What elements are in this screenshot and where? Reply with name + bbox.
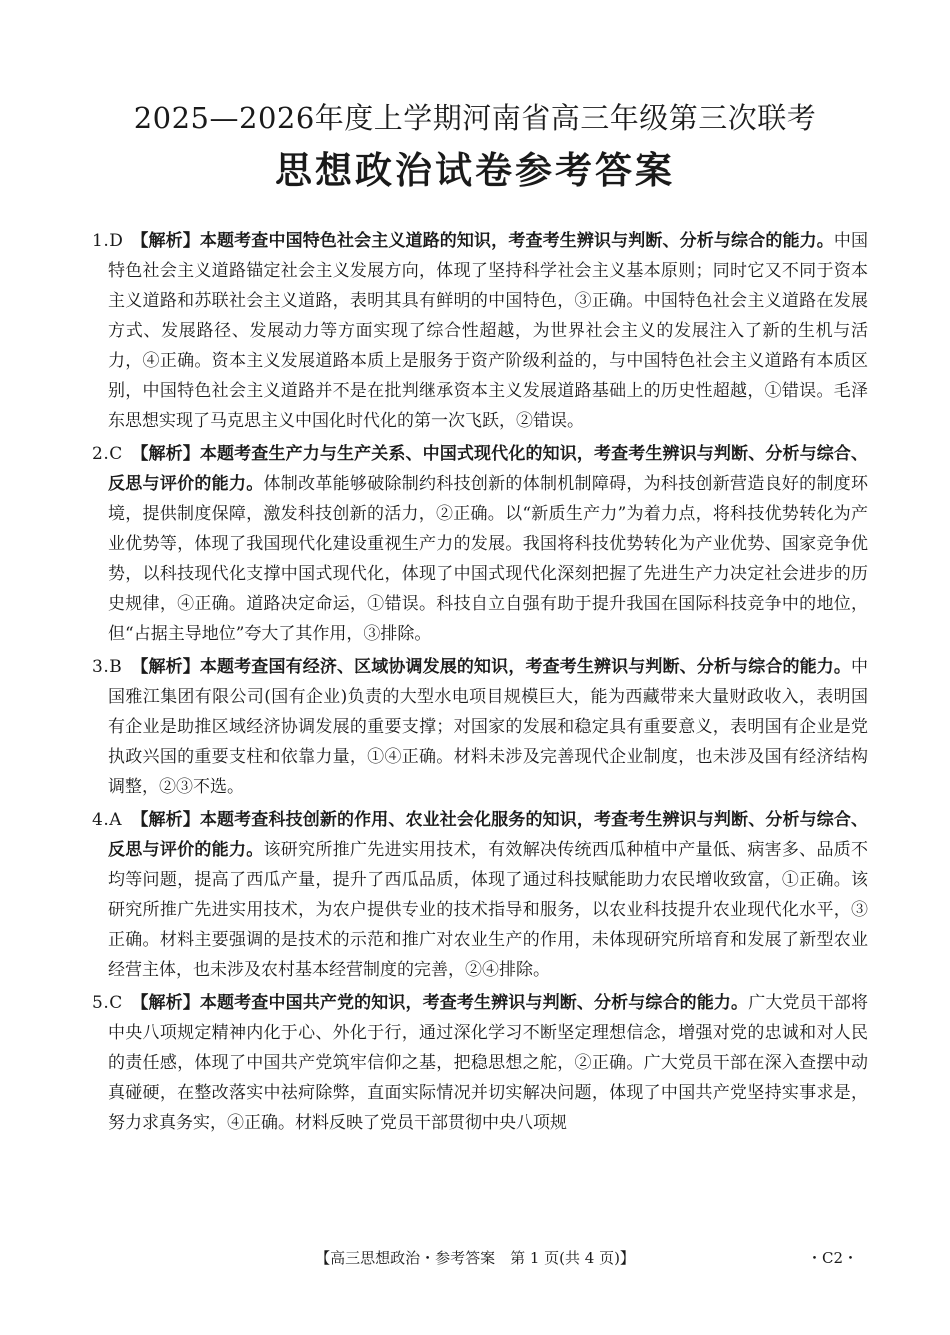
answer-item-1 [92, 226, 868, 436]
analysis-lead: 本题考查科技创新的作用、农业社会化服务的知识，考查考生辨识与判断、分析与综合、反思与评价的能力。 [108, 810, 868, 860]
question-number: 4. [92, 810, 110, 830]
answer-choice: B [109, 657, 122, 677]
analysis-lead: 本题考查国有经济、区域协调发展的知识，考查考生辨识与判断、分析与综合的能力。 [199, 657, 851, 677]
analysis-body: 中国特色社会主义道路锚定社会主义发展方向，体现了坚持科学社会主义基本原则；同时它又不同于资本主义道路和苏联社会主义道路，表明其具有鲜明的中国特色，③正确。中国特色社会主义道路在发展方式、发展路径、发展动力等方面实现了综合性超越，为世界社会主义的发展注入了新的生机与活力，④正确。资本主义发展道路本质上是服务于资产阶级利益的，与中国特色社会主义道路有本质区别，中国特色社会主义道路并不是在批判继承资本主义发展道路基础上的历史性超越，①错误。毛泽东思想实现了马克思主义中国化时代化的第一次飞跃，②错误。 [108, 231, 869, 431]
analysis-tag: 【解析】 [131, 657, 200, 677]
answer-item-4 [92, 805, 868, 985]
question-number: 3. [92, 657, 110, 677]
question-number: 1. [92, 231, 110, 251]
analysis-lead: 本题考查中国特色社会主义道路的知识，考查考生辨识与判断、分析与综合的能力。 [199, 231, 834, 251]
analysis-body: 中国雅江集团有限公司(国有企业)负责的大型水电项目规模巨大，能为西藏带来大量财政收入，表明国有企业是助推区域经济协调发展的重要支撑；对国家的发展和稳定具有重要意义，表明国有企业是党执政兴国的重要支柱和依靠力量，①④正确。材料未涉及完善现代企业制度，也未涉及国有经济结构调整，②③不选。 [108, 657, 868, 797]
answer-choice: D [109, 231, 123, 251]
page-footer: 【高三思想政治・参考答案 第 1 页(共 4 页)】 [315, 1249, 635, 1267]
document-subtitle: 思想政治试卷参考答案 [275, 149, 675, 192]
exam-title: 2025—2026年度上学期河南省高三年级第三次联考 [133, 101, 817, 135]
answer-item-3 [92, 652, 868, 802]
analysis-tag: 【解析】 [131, 810, 200, 830]
analysis-body: 体制改革能够破除制约科技创新的体制机制障碍，为科技创新营造良好的制度环境，提供制度保障，激发科技创新的活力，②正确。以“新质生产力”为着力点，将科技优势转化为产业优势等，体现了我国现代化建设重视生产力的发展。我国将科技优势转化为产业优势、国家竞争优势，以科技现代化支撑中国式现代化，体现了中国式现代化深刻把握了先进生产力决定社会进步的历史规律，④正确。道路决定命运，①错误。科技自立自强有助于提升我国在国际科技竞争中的地位，但“占据主导地位”夸大了其作用，③排除。 [108, 474, 869, 644]
question-number: 2. [92, 444, 110, 464]
analysis-tag: 【解析】 [131, 993, 200, 1013]
answer-item-5 [92, 988, 868, 1138]
answer-choice: C [109, 993, 123, 1013]
question-number: 5. [92, 993, 110, 1013]
answer-choice: A [109, 810, 122, 830]
analysis-body: 该研究所推广先进实用技术，有效解决传统西瓜种植中产量低、病害多、品质不均等问题，提高了西瓜产量，提升了西瓜品质，体现了通过科技赋能助力农民增收致富，①正确。该研究所推广先进实用技术，为农户提供专业的技术指导和服务，以农业科技提升农业现代化水平，③正确。材料主要强调的是技术的示范和推广对农业生产的作用，未体现研究所培育和发展了新型农业经营主体，也未涉及农村基本经营制度的完善，②④排除。 [108, 840, 869, 980]
analysis-tag: 【解析】 [131, 231, 200, 251]
analysis-tag: 【解析】 [131, 444, 200, 464]
paper-code: ・C2・ [806, 1249, 858, 1267]
analysis-lead: 本题考查中国共产党的知识，考查考生辨识与判断、分析与综合的能力。 [199, 993, 749, 1013]
answer-item-2 [92, 439, 868, 649]
answer-choice: C [109, 444, 123, 464]
analysis-lead: 本题考查生产力与生产关系、中国式现代化的知识，考查考生辨识与判断、分析与综合、反思与评价的能力。 [108, 444, 868, 494]
analysis-body: 广大党员干部将中央八项规定精神内化于心、外化于行，通过深化学习不断坚定理想信念，增强对党的忠诚和对人民的责任感，体现了中国共产党筑牢信仰之基，把稳思想之舵，②正确。广大党员干部在深入查摆中动真碰硬，在整改落实中祛疴除弊，直面实际情况并切实解决问题，体现了中国共产党坚持实事求是，努力求真务实，④正确。材料反映了党员干部贯彻中央八项规 [108, 993, 869, 1133]
answer-list [92, 226, 868, 1141]
